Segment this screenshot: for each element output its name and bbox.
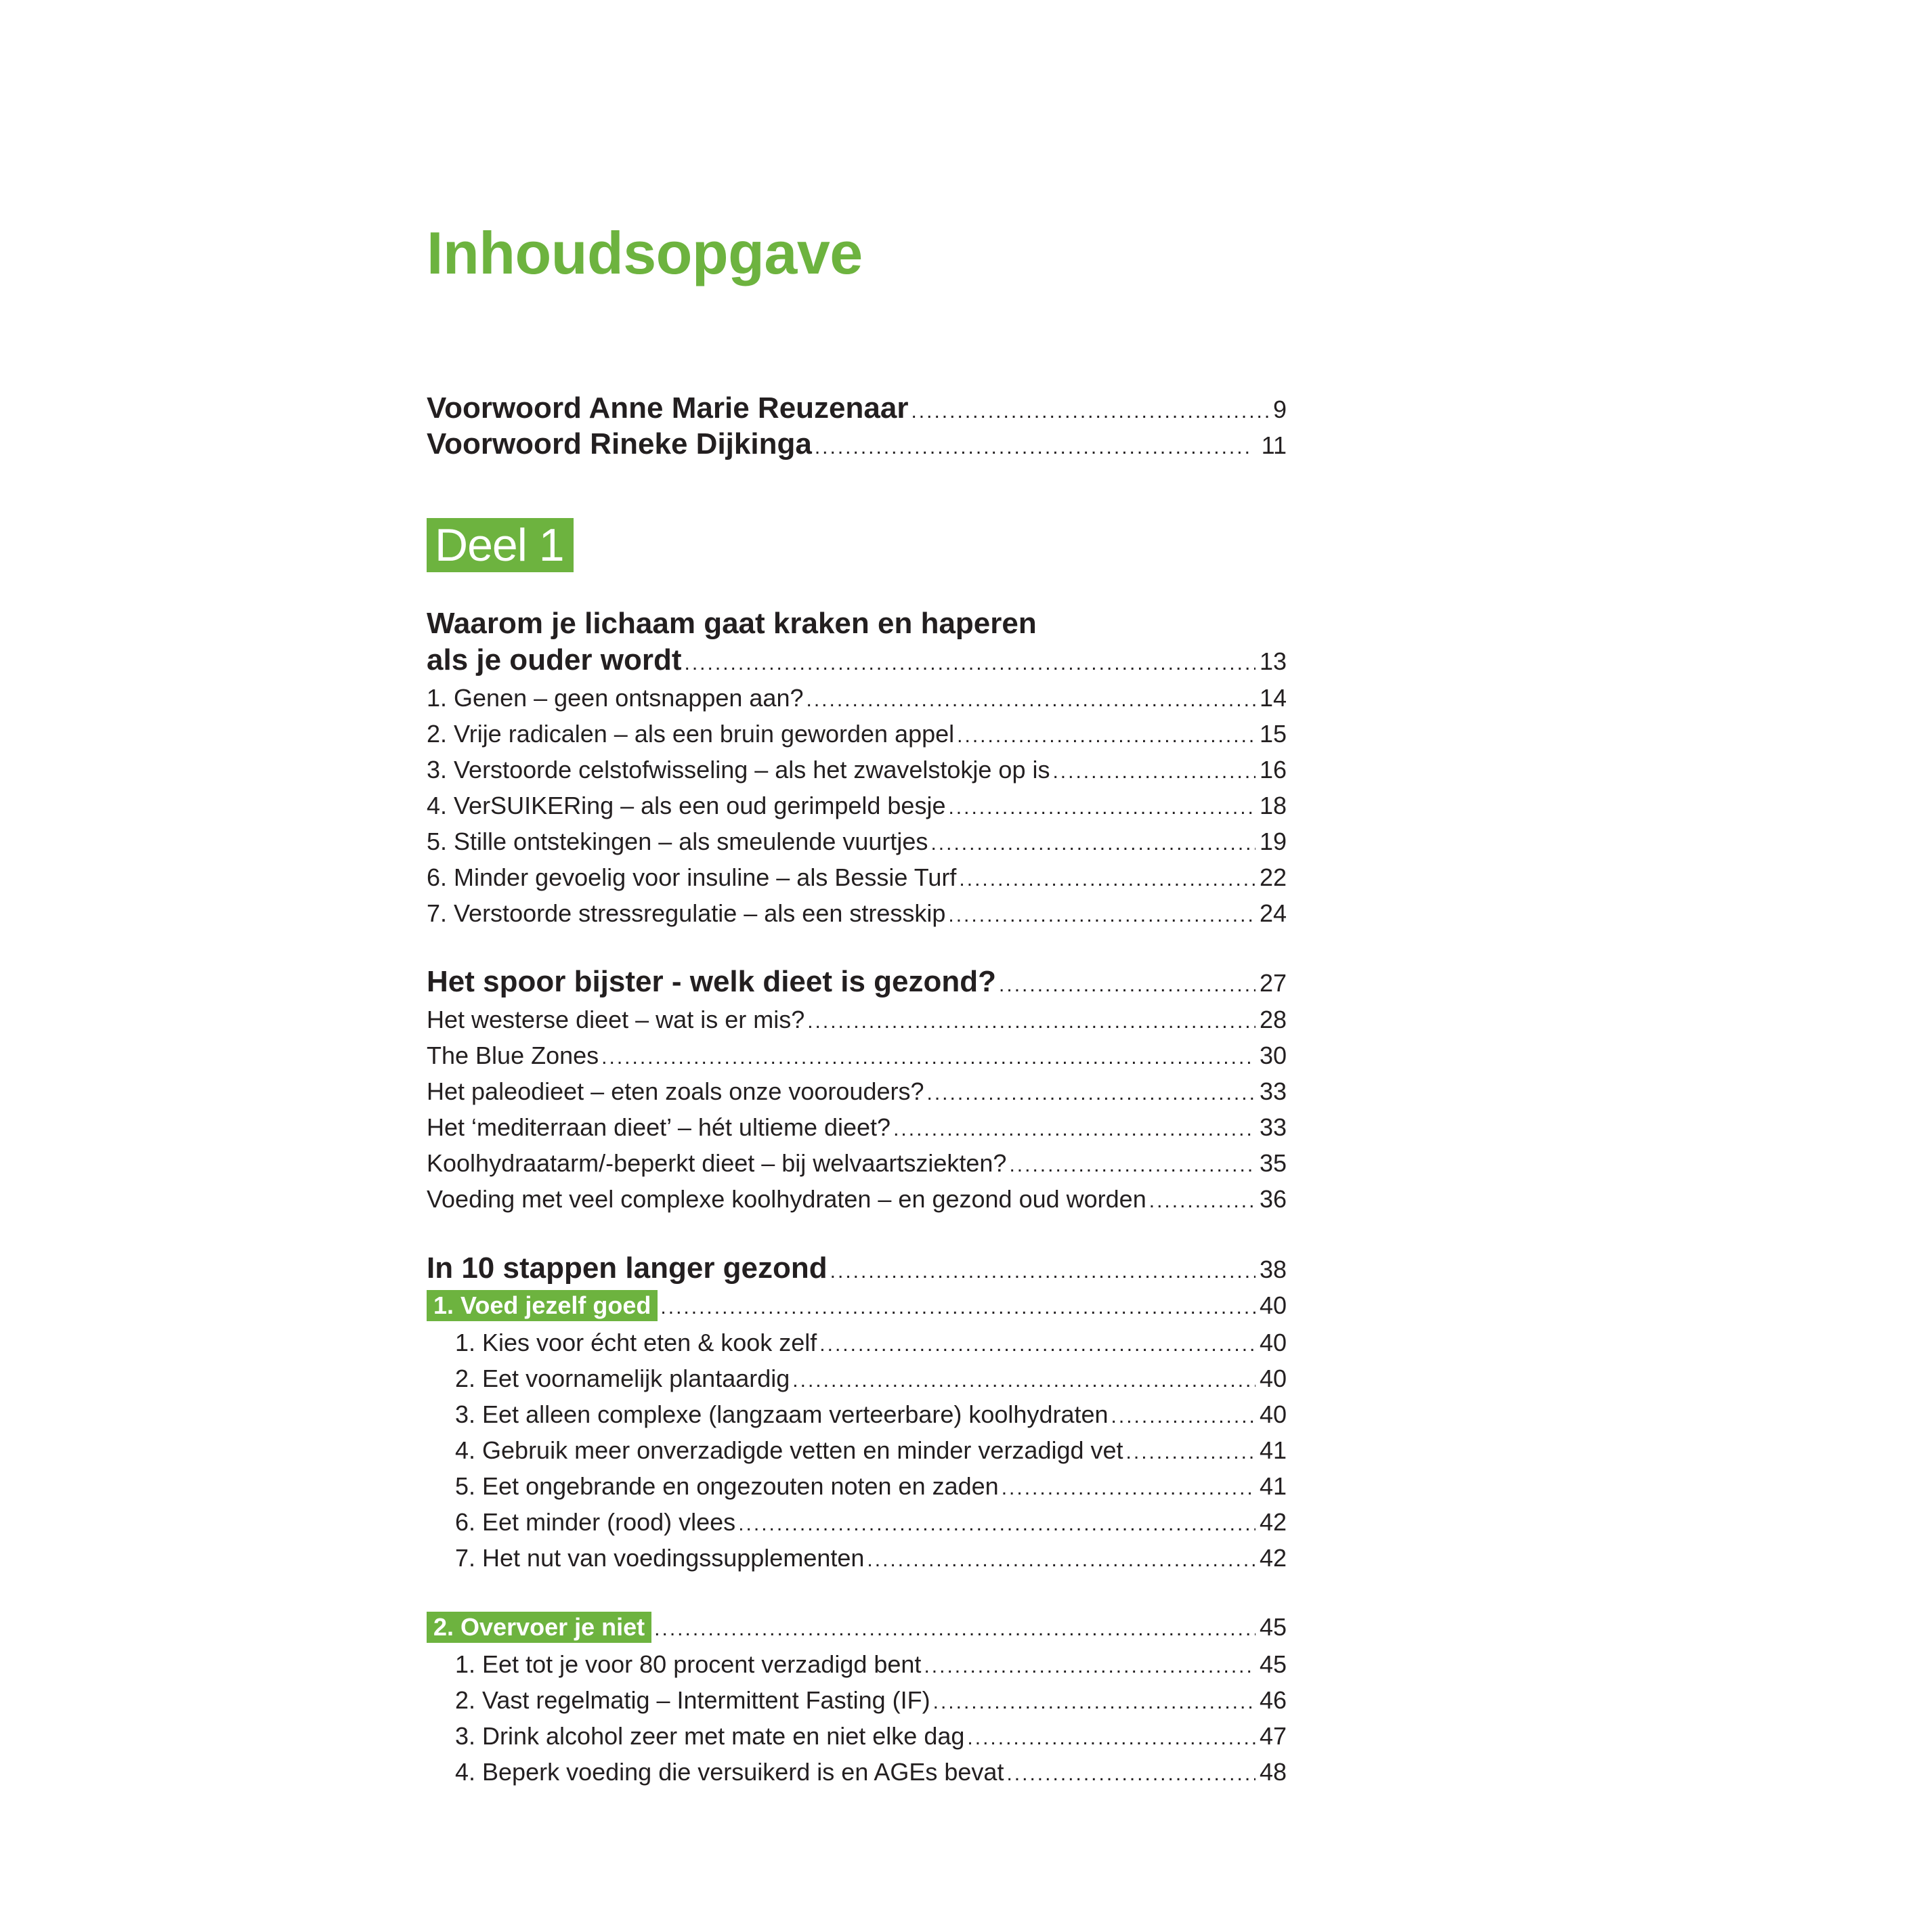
toc-entry-label: 1. Eet tot je voor 80 procent verzadigd bent [455,1650,922,1678]
leader-dots [819,1333,1255,1356]
leader-dots [660,1296,1255,1319]
leader-dots [957,725,1255,748]
toc-entry-page: 45 [1259,1613,1287,1641]
toc-entry-page: 42 [1259,1508,1287,1536]
toc-entry-label: Koolhydraatarm/-beperkt dieet – bij welvaartsziekten? [427,1149,1007,1177]
toc-entry[interactable] [427,720,1287,748]
leader-dots [830,1260,1255,1283]
page-title: Inhoudsopgave [427,219,863,286]
toc-entry-label: 6. Eet minder (rood) vlees [455,1508,736,1536]
toc-entry-label: 1. Genen – geen ontsnappen aan? [427,684,804,712]
leader-dots [654,1618,1255,1641]
toc-entry-page: 33 [1259,1113,1287,1141]
toc-entry-page: 28 [1259,1006,1287,1033]
leader-dots [999,974,1255,997]
toc-entry-page: 46 [1259,1686,1287,1714]
toc-entry-label: Voeding met veel complexe koolhydraten – en gezond oud worden [427,1185,1146,1213]
toc-entry-label: Het spoor bijster - welk dieet is gezond? [427,965,997,998]
toc-entry-label: The Blue Zones [427,1042,599,1069]
toc-entry-page: 27 [1259,969,1287,997]
toc-entry-label: 4. Beperk voeding die versuikerd is en AGEs bevat [455,1758,1004,1786]
toc-entry-page: 47 [1259,1722,1287,1750]
toc-entry-page: 45 [1259,1650,1287,1678]
toc-step-1[interactable] [427,1290,1287,1321]
toc-entry[interactable] [427,828,1287,856]
leader-dots [807,1010,1255,1033]
toc-entry-page: 14 [1259,684,1287,712]
toc-entry[interactable] [455,1472,1287,1501]
leader-dots [948,796,1255,819]
leader-dots [601,1046,1255,1069]
leader-dots [1009,1154,1255,1177]
toc-entry-label: 6. Minder gevoelig voor insuline – als Bessie Turf [427,863,957,891]
toc-entry-page: 40 [1259,1329,1287,1356]
toc-entry-label: 7. Het nut van voedingssupplementen [455,1544,865,1572]
toc-entry-page: 40 [1259,1291,1287,1319]
leader-dots [930,832,1255,855]
toc-entry-page: 16 [1259,756,1287,783]
leader-dots [967,1727,1255,1750]
toc-entry[interactable] [455,1508,1287,1537]
toc-entry-page: 19 [1259,828,1287,855]
toc-entry-label: Het paleodieet – eten zoals onze voorouders? [427,1077,924,1105]
toc-entry[interactable] [427,1149,1287,1178]
toc-entry-label: 7. Verstoorde stressregulatie – als een stresskip [427,899,946,927]
toc-entry-page: 42 [1259,1544,1287,1572]
toc-entry[interactable] [427,863,1287,892]
leader-dots [927,1082,1255,1105]
toc-entry[interactable] [427,756,1287,784]
toc-entry[interactable] [455,1650,1287,1679]
leader-dots [792,1369,1255,1392]
toc-entry-page: 40 [1259,1365,1287,1392]
toc-entry-page: 13 [1259,647,1287,675]
toc-entry[interactable] [427,1006,1287,1034]
toc-entry[interactable] [455,1686,1287,1715]
leader-dots [1149,1190,1255,1213]
toc-entry[interactable] [455,1758,1287,1786]
toc-entry-label: 3. Eet alleen complexe (langzaam verteerbare) koolhydraten [455,1400,1109,1428]
leader-dots [948,904,1255,927]
toc-entry-label: als je ouder wordt [427,643,682,677]
leader-dots [807,689,1255,712]
toc-entry[interactable] [427,792,1287,820]
toc-entry-foreword-2[interactable] [427,427,1287,461]
toc-section-1[interactable] [427,643,1287,677]
toc-entry[interactable] [455,1365,1287,1393]
toc-entry-label: 4. VerSUIKERing – als een oud gerimpeld besje [427,792,946,819]
toc-entry-page: 24 [1259,899,1287,927]
toc-entry[interactable] [455,1329,1287,1357]
leader-dots [685,652,1255,675]
toc-entry[interactable] [427,684,1287,712]
toc-entry-page: 11 [1261,431,1287,459]
part-badge: Deel 1 [427,518,574,572]
leader-dots [933,1691,1255,1714]
toc-entry[interactable] [455,1544,1287,1572]
toc-entry-foreword-1[interactable] [427,391,1287,425]
toc-entry-label: 4. Gebruik meer onverzadigde vetten en minder verzadigd vet [455,1436,1123,1464]
toc-entry-label: 2. Vrije radicalen – als een bruin geworden appel [427,720,955,748]
toc-entry-label: Het ‘mediterraan dieet’ – hét ultieme dieet? [427,1113,891,1141]
toc-entry-page: 35 [1259,1149,1287,1177]
leader-dots [738,1513,1255,1536]
toc-section-2[interactable] [427,965,1287,999]
toc-section-3[interactable] [427,1251,1287,1285]
toc-entry-label: 3. Drink alcohol zeer met mate en niet elke dag [455,1722,965,1750]
toc-entry-page: 36 [1259,1185,1287,1213]
toc-entry[interactable] [427,1077,1287,1106]
toc-entry-page: 41 [1259,1436,1287,1464]
toc-entry-label: 5. Stille ontstekingen – als smeulende vuurtjes [427,828,928,855]
toc-entry-label: In 10 stappen langer gezond [427,1251,828,1285]
leader-dots [1052,760,1255,783]
leader-dots [924,1655,1255,1678]
toc-entry-page: 38 [1259,1255,1287,1283]
toc-entry-page: 18 [1259,792,1287,819]
toc-entry-page: 48 [1259,1758,1287,1786]
toc-entry[interactable] [427,1042,1287,1070]
toc-entry-page: 15 [1259,720,1287,748]
toc-entry[interactable] [427,1113,1287,1142]
toc-entry-label: 2. Eet voornamelijk plantaardig [455,1365,790,1392]
leader-dots [1111,1405,1255,1428]
leader-dots [1006,1763,1255,1786]
step-tag: 1. Voed jezelf goed [427,1290,658,1321]
toc-step-2[interactable] [427,1612,1287,1643]
toc-entry-page: 30 [1259,1042,1287,1069]
toc-entry[interactable] [455,1722,1287,1751]
toc-entry-label: 2. Vast regelmatig – Intermittent Fasting (IF) [455,1686,930,1714]
toc-entry-page: 22 [1259,863,1287,891]
toc-entry-label: 1. Kies voor écht eten & kook zelf [455,1329,817,1356]
toc-entry-label: 5. Eet ongebrande en ongezouten noten en zaden [455,1472,999,1500]
toc-entry-page: 40 [1259,1400,1287,1428]
toc-entry[interactable] [455,1436,1287,1465]
toc-entry[interactable] [455,1400,1287,1429]
leader-dots [1002,1477,1255,1500]
leader-dots [959,868,1255,891]
toc-entry-page: 33 [1259,1077,1287,1105]
section-heading-line1: Waarom je lichaam gaat kraken en haperen [427,607,1037,640]
toc-entry-page: 9 [1272,395,1287,423]
toc-entry-label: Voorwoord Anne Marie Reuzenaar [427,391,909,425]
leader-dots [815,436,1249,459]
leader-dots [867,1549,1255,1572]
leader-dots [911,400,1269,423]
toc-entry-label: 3. Verstoorde celstofwisseling – als het zwavelstokje op is [427,756,1050,783]
leader-dots [1126,1441,1255,1464]
toc-entry[interactable] [427,1185,1287,1214]
toc-entry-label: Voorwoord Rineke Dijkinga [427,427,812,460]
leader-dots [893,1118,1255,1141]
step-tag: 2. Overvoer je niet [427,1612,651,1643]
toc-entry-page: 41 [1259,1472,1287,1500]
toc-entry-label: Het westerse dieet – wat is er mis? [427,1006,805,1033]
toc-entry[interactable] [427,899,1287,928]
